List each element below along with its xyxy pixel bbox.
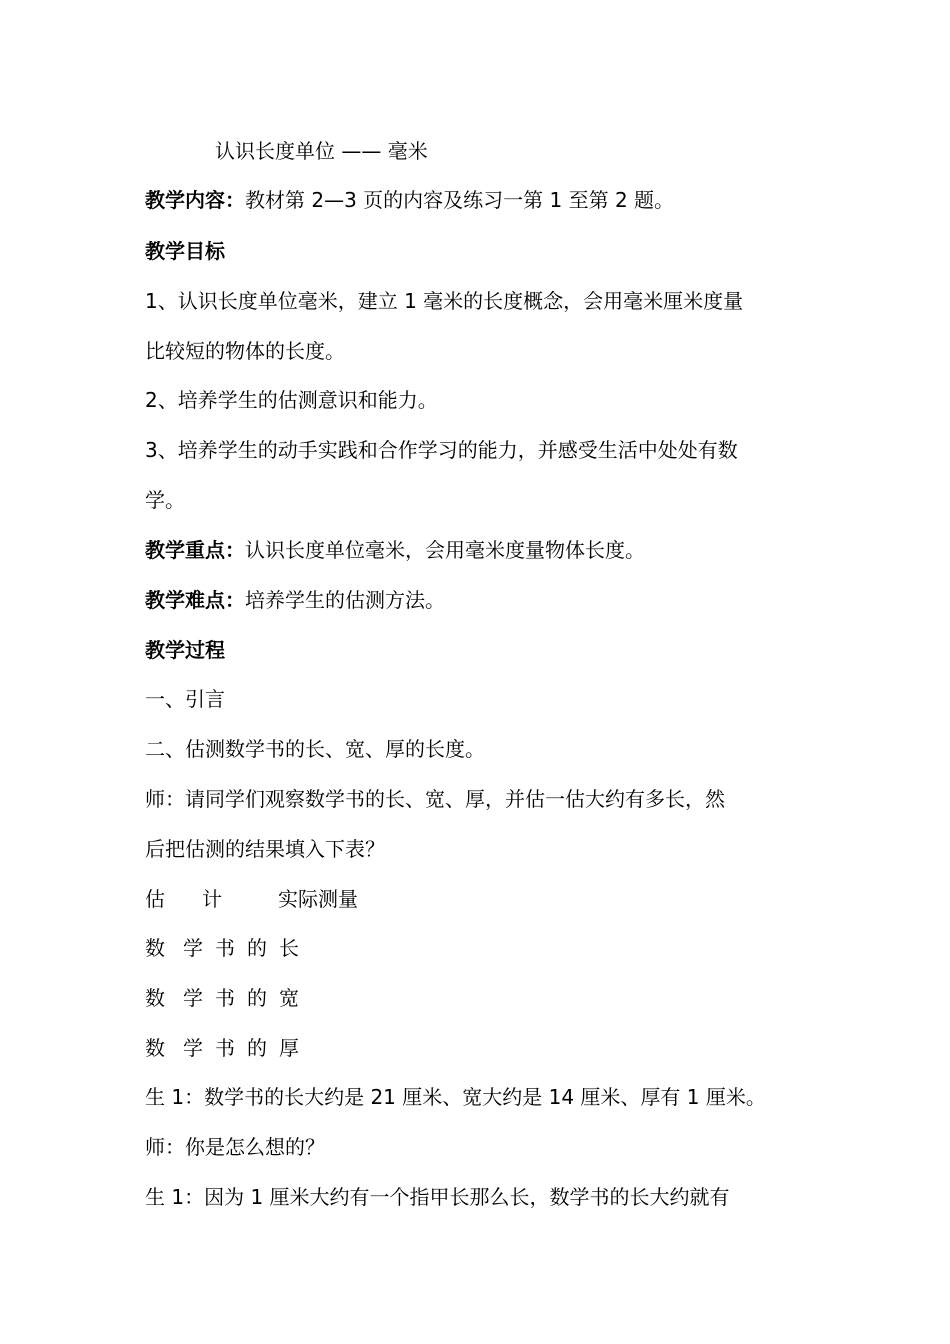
table-row-length-char: 数 bbox=[145, 936, 165, 960]
table-row-length-char: 的 bbox=[247, 936, 267, 960]
process-heading: 教学过程 bbox=[145, 638, 225, 662]
teacher-question-line-2: 后把估测的结果填入下表？ bbox=[145, 837, 385, 861]
student-answer: 生 1：数学书的长大约是 21 厘米、宽大约是 14 厘米、厚有 1 厘米。 bbox=[145, 1085, 766, 1109]
teaching-content-text: 教材第 2—3 页的内容及练习一第 1 至第 2 题。 bbox=[245, 188, 675, 212]
objectives-heading: 教学目标 bbox=[145, 239, 225, 263]
teacher-followup: 师：你是怎么想的？ bbox=[145, 1135, 325, 1159]
table-row-width-char: 书 bbox=[215, 986, 235, 1010]
difficulty bbox=[145, 585, 815, 615]
table-row-width-char: 数 bbox=[145, 986, 165, 1010]
key-point-text: 认识长度单位毫米，会用毫米度量物体长度。 bbox=[245, 538, 645, 562]
teaching-content bbox=[145, 185, 815, 215]
section-1: 一、引言 bbox=[145, 687, 225, 711]
objective-3-line-2: 学。 bbox=[145, 488, 185, 512]
objective-2: 2、培养学生的估测意识和能力。 bbox=[145, 388, 438, 412]
teaching-content-label: 教学内容： bbox=[145, 188, 245, 212]
table-row-width-char: 的 bbox=[247, 986, 267, 1010]
section-2: 二、估测数学书的长、宽、厚的长度。 bbox=[145, 737, 485, 761]
table-row-thickness-char: 的 bbox=[247, 1036, 267, 1060]
key-point-label: 教学重点： bbox=[145, 538, 245, 562]
table-row-length-char: 书 bbox=[215, 936, 235, 960]
table-row-length-char: 学 bbox=[183, 936, 203, 960]
teacher-question-line-1: 师：请同学们观察数学书的长、宽、厚，并估一估大约有多长，然 bbox=[145, 787, 725, 811]
table-row-thickness-char: 书 bbox=[215, 1036, 235, 1060]
table-header-estimate-1: 估 bbox=[145, 887, 165, 911]
document-title: 认识长度单位 —— 毫米 bbox=[215, 139, 428, 163]
table-row-thickness-char: 学 bbox=[183, 1036, 203, 1060]
difficulty-text: 培养学生的估测方法。 bbox=[245, 588, 445, 612]
difficulty-label: 教学难点： bbox=[145, 588, 245, 612]
student-reply: 生 1：因为 1 厘米大约有一个指甲长那么长，数学书的长大约就有 bbox=[145, 1185, 730, 1209]
table-row-thickness-char: 数 bbox=[145, 1036, 165, 1060]
objective-1-line-2: 比较短的物体的长度。 bbox=[145, 339, 345, 363]
table-row-width-char: 宽 bbox=[279, 986, 299, 1010]
table-row-thickness-char: 厚 bbox=[279, 1036, 299, 1060]
objective-1-line-1: 1、认识长度单位毫米，建立 1 毫米的长度概念，会用毫米厘米度量 bbox=[145, 289, 744, 313]
key-point bbox=[145, 535, 815, 565]
table-header-estimate-2: 计 bbox=[202, 887, 222, 911]
table-header-actual: 实际测量 bbox=[278, 887, 358, 911]
objective-3-line-1: 3、培养学生的动手实践和合作学习的能力，并感受生活中处处有数 bbox=[145, 438, 738, 462]
table-row-width-char: 学 bbox=[183, 986, 203, 1010]
table-row-length-char: 长 bbox=[279, 936, 299, 960]
